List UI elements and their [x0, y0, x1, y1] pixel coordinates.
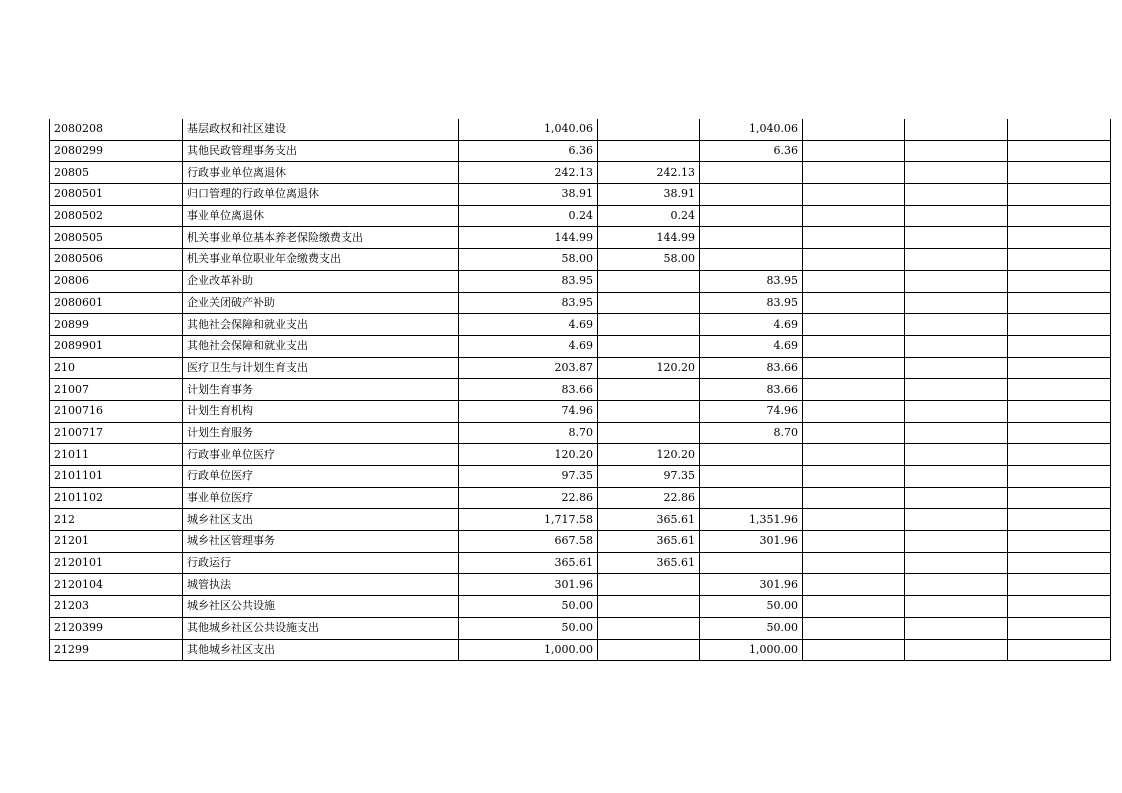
empty-cell [1008, 292, 1111, 314]
empty-cell [1008, 400, 1111, 422]
empty-cell [1008, 617, 1111, 639]
total-amount-cell: 6.36 [459, 140, 598, 162]
empty-cell [803, 270, 905, 292]
empty-cell [1008, 270, 1111, 292]
table-row [50, 357, 1111, 379]
subject-name-cell: 归口管理的行政单位离退休 [183, 184, 459, 206]
project-expenditure-cell: 83.66 [700, 379, 803, 401]
table-row [50, 400, 1111, 422]
basic-expenditure-cell: 0.24 [598, 205, 700, 227]
subject-code-cell: 20805 [50, 162, 183, 184]
basic-expenditure-cell: 97.35 [598, 466, 700, 488]
table-row [50, 119, 1111, 140]
subject-code-cell: 212 [50, 509, 183, 531]
empty-cell [905, 270, 1008, 292]
project-expenditure-cell: 8.70 [700, 422, 803, 444]
table-row [50, 270, 1111, 292]
subject-code-cell: 2120101 [50, 552, 183, 574]
subject-code-cell: 2100717 [50, 422, 183, 444]
total-amount-cell: 83.95 [459, 292, 598, 314]
subject-code-cell: 2120399 [50, 617, 183, 639]
project-expenditure-cell: 4.69 [700, 335, 803, 357]
total-amount-cell: 8.70 [459, 422, 598, 444]
basic-expenditure-cell [598, 639, 700, 661]
empty-cell [1008, 509, 1111, 531]
project-expenditure-cell [700, 162, 803, 184]
empty-cell [905, 617, 1008, 639]
empty-cell [1008, 444, 1111, 466]
project-expenditure-cell: 1,000.00 [700, 639, 803, 661]
project-expenditure-cell: 83.95 [700, 270, 803, 292]
empty-cell [1008, 249, 1111, 271]
empty-cell [905, 639, 1008, 661]
empty-cell [905, 509, 1008, 531]
empty-cell [905, 119, 1008, 140]
subject-code-cell: 21011 [50, 444, 183, 466]
empty-cell [905, 205, 1008, 227]
basic-expenditure-cell [598, 140, 700, 162]
table-row [50, 596, 1111, 618]
empty-cell [1008, 357, 1111, 379]
empty-cell [905, 184, 1008, 206]
project-expenditure-cell: 50.00 [700, 596, 803, 618]
basic-expenditure-cell: 365.61 [598, 552, 700, 574]
subject-name-cell: 医疗卫生与计划生育支出 [183, 357, 459, 379]
empty-cell [905, 487, 1008, 509]
subject-name-cell: 基层政权和社区建设 [183, 119, 459, 140]
empty-cell [1008, 162, 1111, 184]
empty-cell [803, 227, 905, 249]
empty-cell [905, 400, 1008, 422]
empty-cell [803, 444, 905, 466]
table-row [50, 184, 1111, 206]
table-row [50, 205, 1111, 227]
table-row [50, 227, 1111, 249]
project-expenditure-cell: 83.95 [700, 292, 803, 314]
basic-expenditure-cell [598, 617, 700, 639]
subject-code-cell: 2101102 [50, 487, 183, 509]
empty-cell [803, 531, 905, 553]
subject-code-cell: 2080501 [50, 184, 183, 206]
table-row [50, 140, 1111, 162]
table-row [50, 639, 1111, 661]
empty-cell [1008, 487, 1111, 509]
empty-cell [803, 596, 905, 618]
empty-cell [803, 552, 905, 574]
total-amount-cell: 50.00 [459, 617, 598, 639]
project-expenditure-cell [700, 205, 803, 227]
total-amount-cell: 365.61 [459, 552, 598, 574]
subject-name-cell: 城乡社区管理事务 [183, 531, 459, 553]
total-amount-cell: 0.24 [459, 205, 598, 227]
empty-cell [803, 357, 905, 379]
table-row [50, 314, 1111, 336]
empty-cell [803, 466, 905, 488]
empty-cell [1008, 379, 1111, 401]
total-amount-cell: 97.35 [459, 466, 598, 488]
empty-cell [1008, 314, 1111, 336]
subject-name-cell: 城乡社区支出 [183, 509, 459, 531]
table-row [50, 574, 1111, 596]
subject-code-cell: 2080505 [50, 227, 183, 249]
table-row [50, 487, 1111, 509]
table-body [50, 119, 1111, 661]
basic-expenditure-cell [598, 335, 700, 357]
subject-name-cell: 计划生育服务 [183, 422, 459, 444]
subject-code-cell: 2080502 [50, 205, 183, 227]
total-amount-cell: 50.00 [459, 596, 598, 618]
empty-cell [803, 335, 905, 357]
project-expenditure-cell [700, 444, 803, 466]
basic-expenditure-cell [598, 400, 700, 422]
total-amount-cell: 301.96 [459, 574, 598, 596]
subject-code-cell: 2120104 [50, 574, 183, 596]
empty-cell [803, 162, 905, 184]
subject-code-cell: 2100716 [50, 400, 183, 422]
table-row [50, 162, 1111, 184]
project-expenditure-cell [700, 184, 803, 206]
empty-cell [905, 227, 1008, 249]
table-row [50, 335, 1111, 357]
table-row [50, 552, 1111, 574]
subject-code-cell: 21201 [50, 531, 183, 553]
empty-cell [905, 422, 1008, 444]
empty-cell [803, 400, 905, 422]
empty-cell [905, 531, 1008, 553]
subject-name-cell: 城乡社区公共设施 [183, 596, 459, 618]
empty-cell [905, 466, 1008, 488]
empty-cell [803, 314, 905, 336]
empty-cell [803, 617, 905, 639]
subject-name-cell: 行政事业单位医疗 [183, 444, 459, 466]
subject-name-cell: 行政运行 [183, 552, 459, 574]
subject-code-cell: 20806 [50, 270, 183, 292]
empty-cell [1008, 205, 1111, 227]
basic-expenditure-cell: 144.99 [598, 227, 700, 249]
subject-code-cell: 2080601 [50, 292, 183, 314]
project-expenditure-cell: 6.36 [700, 140, 803, 162]
empty-cell [1008, 335, 1111, 357]
empty-cell [1008, 574, 1111, 596]
empty-cell [803, 184, 905, 206]
basic-expenditure-cell: 38.91 [598, 184, 700, 206]
basic-expenditure-cell: 242.13 [598, 162, 700, 184]
subject-code-cell: 21203 [50, 596, 183, 618]
empty-cell [1008, 184, 1111, 206]
basic-expenditure-cell [598, 292, 700, 314]
basic-expenditure-cell: 120.20 [598, 444, 700, 466]
subject-code-cell: 21299 [50, 639, 183, 661]
subject-name-cell: 事业单位医疗 [183, 487, 459, 509]
empty-cell [905, 335, 1008, 357]
total-amount-cell: 203.87 [459, 357, 598, 379]
empty-cell [803, 422, 905, 444]
total-amount-cell: 144.99 [459, 227, 598, 249]
empty-cell [1008, 596, 1111, 618]
table-row [50, 444, 1111, 466]
empty-cell [905, 292, 1008, 314]
total-amount-cell: 242.13 [459, 162, 598, 184]
empty-cell [803, 487, 905, 509]
total-amount-cell: 120.20 [459, 444, 598, 466]
project-expenditure-cell [700, 552, 803, 574]
table-row [50, 292, 1111, 314]
subject-code-cell: 2101101 [50, 466, 183, 488]
subject-name-cell: 计划生育机构 [183, 400, 459, 422]
subject-name-cell: 行政事业单位离退休 [183, 162, 459, 184]
empty-cell [905, 249, 1008, 271]
basic-expenditure-cell [598, 596, 700, 618]
subject-name-cell: 城管执法 [183, 574, 459, 596]
basic-expenditure-cell [598, 314, 700, 336]
total-amount-cell: 83.95 [459, 270, 598, 292]
subject-code-cell: 2080208 [50, 119, 183, 140]
project-expenditure-cell: 50.00 [700, 617, 803, 639]
subject-name-cell: 计划生育事务 [183, 379, 459, 401]
basic-expenditure-cell: 22.86 [598, 487, 700, 509]
empty-cell [803, 292, 905, 314]
empty-cell [905, 357, 1008, 379]
basic-expenditure-cell [598, 270, 700, 292]
empty-cell [1008, 552, 1111, 574]
subject-name-cell: 其他民政管理事务支出 [183, 140, 459, 162]
total-amount-cell: 38.91 [459, 184, 598, 206]
empty-cell [803, 379, 905, 401]
empty-cell [803, 574, 905, 596]
empty-cell [1008, 140, 1111, 162]
subject-code-cell: 210 [50, 357, 183, 379]
basic-expenditure-cell: 58.00 [598, 249, 700, 271]
table-row [50, 617, 1111, 639]
subject-name-cell: 其他社会保障和就业支出 [183, 335, 459, 357]
project-expenditure-cell: 301.96 [700, 531, 803, 553]
project-expenditure-cell [700, 227, 803, 249]
empty-cell [1008, 531, 1111, 553]
subject-name-cell: 机关事业单位基本养老保险缴费支出 [183, 227, 459, 249]
total-amount-cell: 74.96 [459, 400, 598, 422]
subject-code-cell: 2080299 [50, 140, 183, 162]
basic-expenditure-cell [598, 422, 700, 444]
empty-cell [1008, 639, 1111, 661]
subject-name-cell: 其他社会保障和就业支出 [183, 314, 459, 336]
empty-cell [905, 379, 1008, 401]
total-amount-cell: 1,040.06 [459, 119, 598, 140]
table-row [50, 509, 1111, 531]
empty-cell [803, 509, 905, 531]
subject-code-cell: 20899 [50, 314, 183, 336]
budget-expenditure-table [49, 119, 1111, 661]
empty-cell [803, 639, 905, 661]
basic-expenditure-cell [598, 119, 700, 140]
empty-cell [905, 140, 1008, 162]
total-amount-cell: 83.66 [459, 379, 598, 401]
total-amount-cell: 4.69 [459, 314, 598, 336]
subject-name-cell: 企业改革补助 [183, 270, 459, 292]
table-row [50, 249, 1111, 271]
table-row [50, 466, 1111, 488]
project-expenditure-cell: 1,040.06 [700, 119, 803, 140]
project-expenditure-cell: 301.96 [700, 574, 803, 596]
empty-cell [905, 596, 1008, 618]
basic-expenditure-cell: 365.61 [598, 509, 700, 531]
project-expenditure-cell: 83.66 [700, 357, 803, 379]
subject-name-cell: 机关事业单位职业年金缴费支出 [183, 249, 459, 271]
subject-name-cell: 企业关闭破产补助 [183, 292, 459, 314]
total-amount-cell: 58.00 [459, 249, 598, 271]
empty-cell [803, 249, 905, 271]
empty-cell [1008, 466, 1111, 488]
total-amount-cell: 4.69 [459, 335, 598, 357]
table-row [50, 422, 1111, 444]
project-expenditure-cell [700, 487, 803, 509]
subject-code-cell: 2080506 [50, 249, 183, 271]
project-expenditure-cell [700, 466, 803, 488]
empty-cell [905, 552, 1008, 574]
subject-name-cell: 行政单位医疗 [183, 466, 459, 488]
empty-cell [803, 119, 905, 140]
subject-name-cell: 其他城乡社区支出 [183, 639, 459, 661]
project-expenditure-cell: 1,351.96 [700, 509, 803, 531]
total-amount-cell: 667.58 [459, 531, 598, 553]
empty-cell [905, 314, 1008, 336]
total-amount-cell: 22.86 [459, 487, 598, 509]
empty-cell [905, 444, 1008, 466]
project-expenditure-cell [700, 249, 803, 271]
total-amount-cell: 1,717.58 [459, 509, 598, 531]
empty-cell [1008, 119, 1111, 140]
subject-code-cell: 2089901 [50, 335, 183, 357]
empty-cell [905, 574, 1008, 596]
table-row [50, 379, 1111, 401]
basic-expenditure-cell: 365.61 [598, 531, 700, 553]
basic-expenditure-cell [598, 574, 700, 596]
empty-cell [803, 205, 905, 227]
subject-name-cell: 其他城乡社区公共设施支出 [183, 617, 459, 639]
table-row [50, 531, 1111, 553]
basic-expenditure-cell [598, 379, 700, 401]
subject-name-cell: 事业单位离退休 [183, 205, 459, 227]
empty-cell [1008, 227, 1111, 249]
empty-cell [1008, 422, 1111, 444]
empty-cell [905, 162, 1008, 184]
basic-expenditure-cell: 120.20 [598, 357, 700, 379]
project-expenditure-cell: 4.69 [700, 314, 803, 336]
subject-code-cell: 21007 [50, 379, 183, 401]
empty-cell [803, 140, 905, 162]
project-expenditure-cell: 74.96 [700, 400, 803, 422]
total-amount-cell: 1,000.00 [459, 639, 598, 661]
